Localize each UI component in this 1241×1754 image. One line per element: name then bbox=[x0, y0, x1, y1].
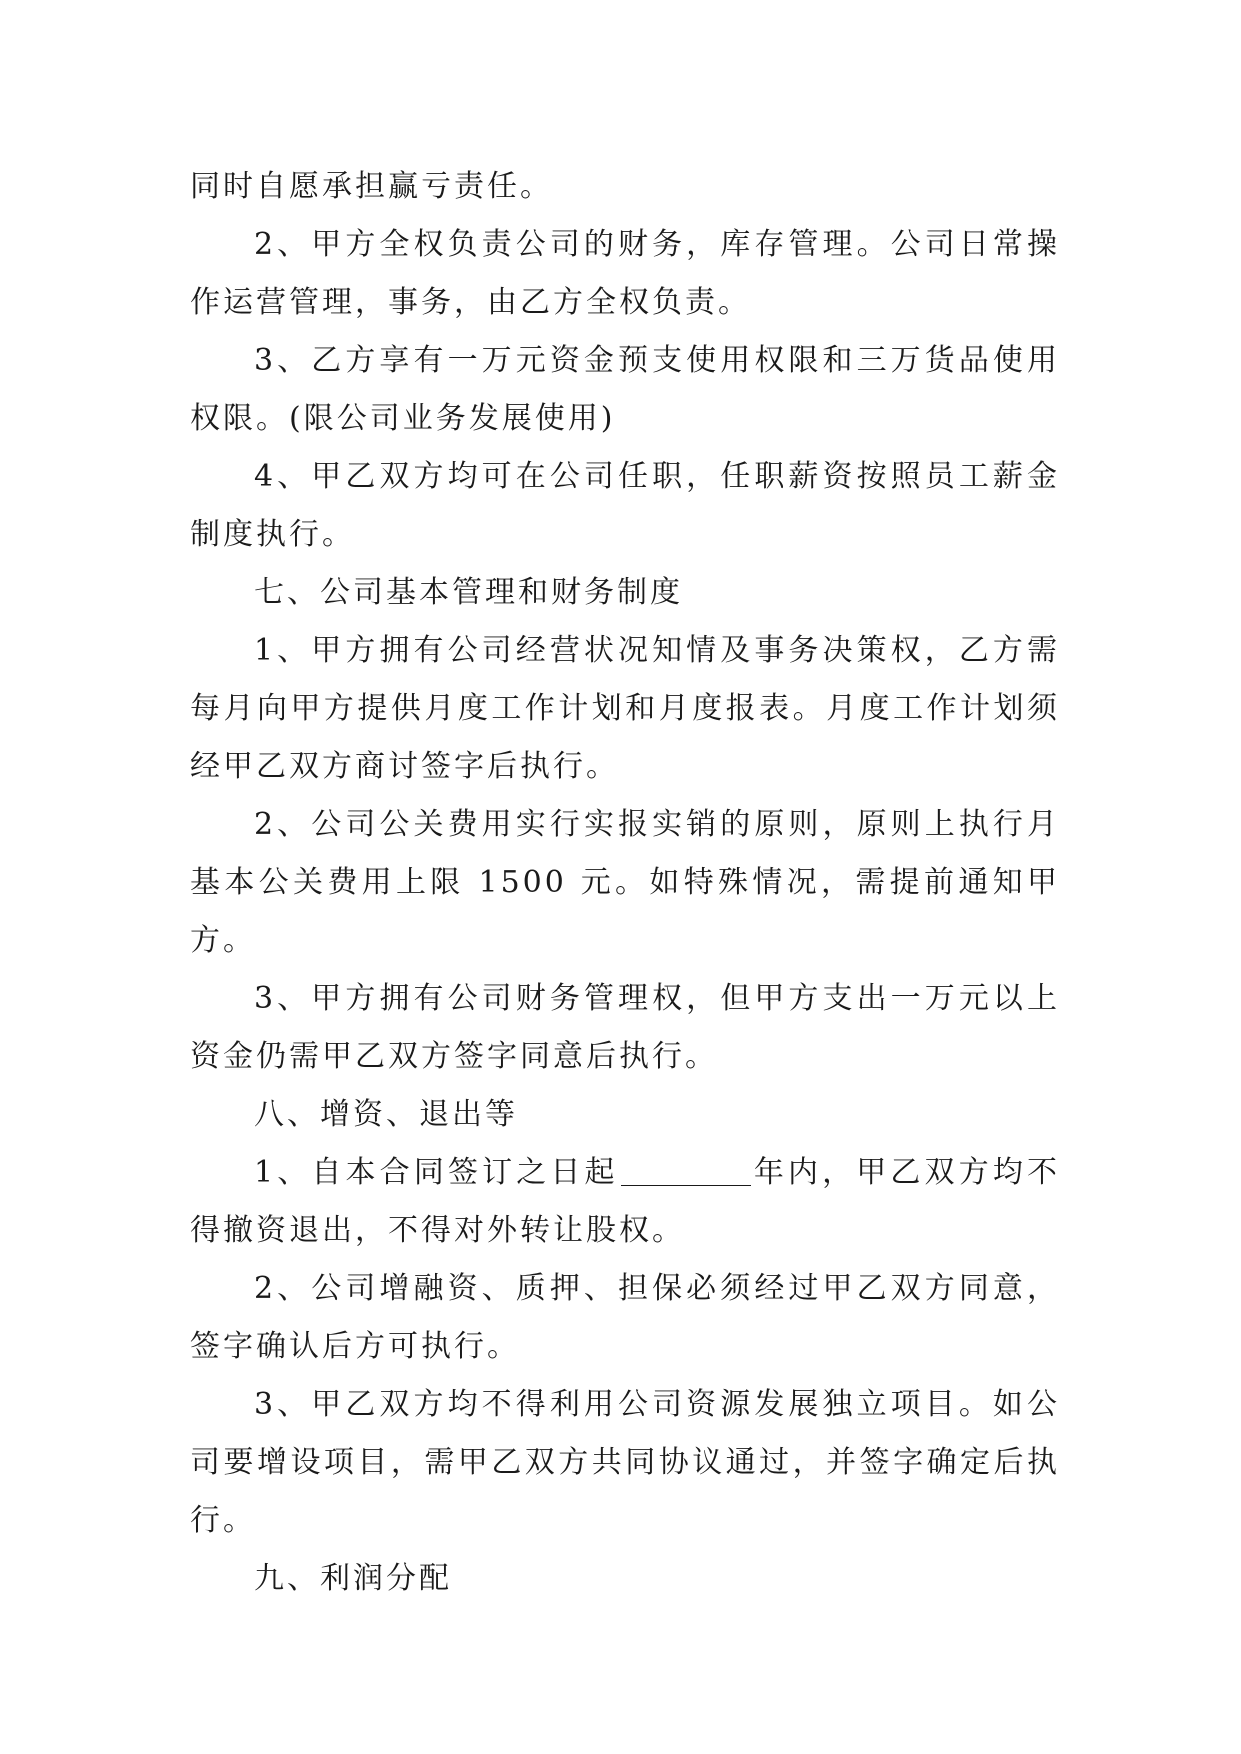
paragraph-8-3: 3、甲乙双方均不得利用公司资源发展独立项目。如公司要增设项目，需甲乙双方共同协议通过，并签字确定后执行。 bbox=[190, 1387, 1060, 1538]
paragraph-8-1-part-b: 年内，甲乙双方均不得撤资退出，不得对外转让股权。 bbox=[190, 1155, 1060, 1248]
paragraph-8-1 bbox=[190, 1144, 1060, 1260]
paragraph-8-1-part-a: 1、自本合同签订之日起 bbox=[254, 1155, 619, 1190]
paragraph-7-3: 3、甲方拥有公司财务管理权，但甲方支出一万元以上资金仍需甲乙双方签字同意后执行。 bbox=[190, 981, 1060, 1074]
paragraph-7-1: 1、甲方拥有公司经营状况知情及事务决策权，乙方需每月向甲方提供月度工作计划和月度报表。月度工作计划须经甲乙双方商讨签字后执行。 bbox=[190, 633, 1060, 784]
section-heading-9: 九、利润分配 bbox=[254, 1561, 452, 1596]
document-body bbox=[190, 158, 1060, 1608]
section-heading-8: 八、增资、退出等 bbox=[254, 1097, 518, 1132]
paragraph-8-2: 2、公司增融资、质押、担保必须经过甲乙双方同意，签字确认后方可执行。 bbox=[190, 1271, 1060, 1364]
paragraph-clause-3-authority: 3、乙方享有一万元资金预支使用权限和三万货品使用权限。(限公司业务发展使用) bbox=[190, 343, 1060, 436]
paragraph-clause-2-management: 2、甲方全权负责公司的财务，库存管理。公司日常操作运营管理，事务，由乙方全权负责。 bbox=[190, 227, 1060, 320]
paragraph-continuation: 同时自愿承担赢亏责任。 bbox=[190, 169, 553, 204]
paragraph-clause-4-employment: 4、甲乙双方均可在公司任职，任职薪资按照员工薪金制度执行。 bbox=[190, 459, 1060, 552]
section-heading-7: 七、公司基本管理和财务制度 bbox=[254, 575, 683, 610]
fill-in-blank-line bbox=[621, 1155, 751, 1186]
paragraph-7-2: 2、公司公关费用实行实报实销的原则，原则上执行月基本公关费用上限 1500 元。如特殊情况，需提前通知甲方。 bbox=[190, 807, 1060, 958]
